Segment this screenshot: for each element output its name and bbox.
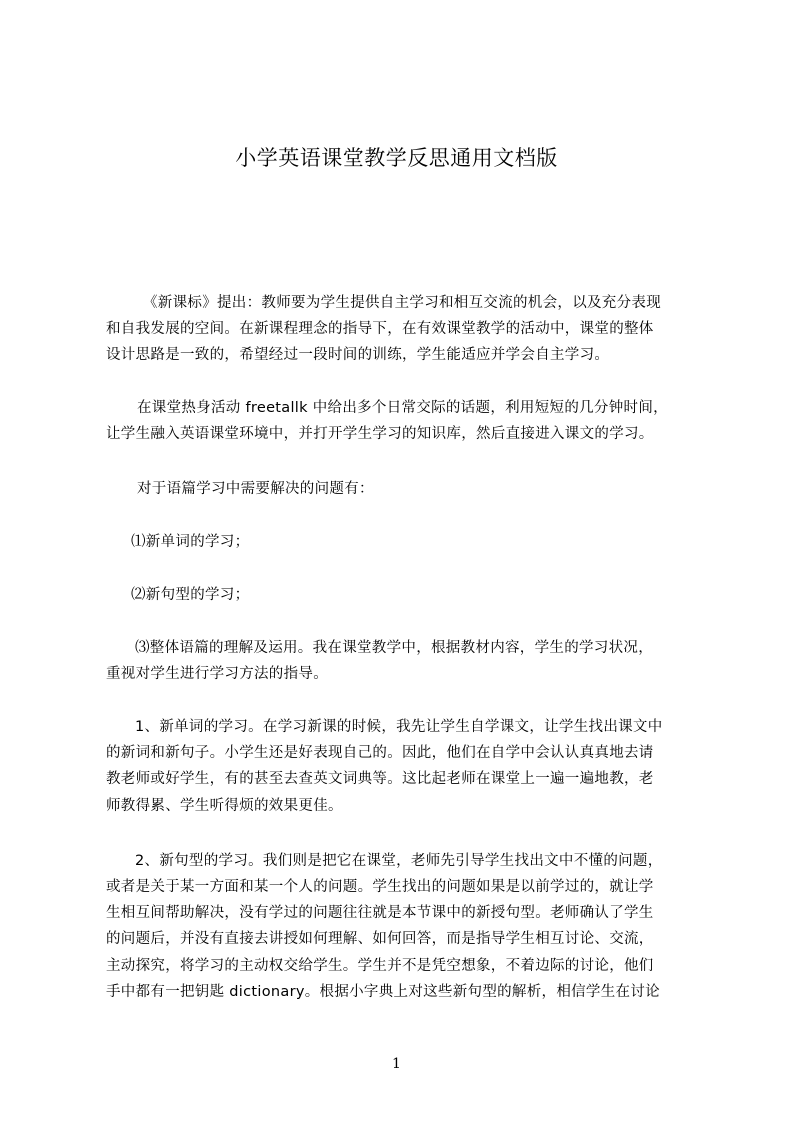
text-line: 对于语篇学习中需要解决的问题有： [137,481,374,497]
list-item: ⑴新单词的学习； [131,534,250,550]
list-item: ⑶整体语篇的理解及运用。我在课堂教学中，根据教材内容，学生的学习状况， [135,640,653,656]
text-line: 和自我发展的空间。在新课程理念的指导下，在有效课堂教学的活动中，课堂的整体 [106,321,654,337]
text-line: 2、新句型的学习。我们则是把它在课堂，老师先引导学生找出文中不懂的问题， [135,853,663,869]
text-line: 的问题后，并没有直接去讲授如何理解、如何回答，而是指导学生相互讨论、交流， [106,931,654,947]
page-number: 1 [392,1056,401,1072]
text-line: 让学生融入英语课堂环境中，并打开学生学习的知识库，然后直接进入课文的学习。 [106,426,654,442]
text-line: 师教得累、学生听得烦的效果更佳。 [106,798,343,814]
text-line: 教老师或好学生，有的甚至去查英文词典等。这比起老师在课堂上一遍一遍地教，老 [106,771,654,787]
text-line: 的新词和新句子。小学生还是好表现自己的。因此，他们在自学中会认认真真地去请 [106,745,654,761]
text-line: 《新课标》提出：教师要为学生提供自主学习和相互交流的机会，以及充分表现 [143,295,661,311]
text-line: 或者是关于某一方面和某一个人的问题。学生找出的问题如果是以前学过的，就让学 [106,879,654,895]
document-title: 小学英语课堂教学反思通用文档版 [235,146,558,170]
text-line: 主动探究，将学习的主动权交给学生。学生并不是凭空想象，不着边际的讨论，他们 [106,958,654,974]
list-item: ⑵新句型的学习； [131,587,250,603]
text-line: 1、新单词的学习。在学习新课的时候，我先让学生自学课文，让学生找出课文中 [135,719,663,735]
text-line: 手中都有一把钥匙 dictionary。根据小字典上对这些新句型的解析，相信学生在讨论 [106,984,660,1000]
text-line: 设计思路是一致的，希望经过一段时间的训练，学生能适应并学会自主学习。 [106,347,610,363]
text-line: 生相互间帮助解决，没有学过的问题往往就是本节课中的新授句型。老师确认了学生 [106,905,654,921]
text-line: 重视对学生进行学习方法的指导。 [106,666,328,682]
text-line: 在课堂热身活动 freetallk 中给出多个日常交际的话题，利用短短的几分钟时间， [137,400,668,416]
